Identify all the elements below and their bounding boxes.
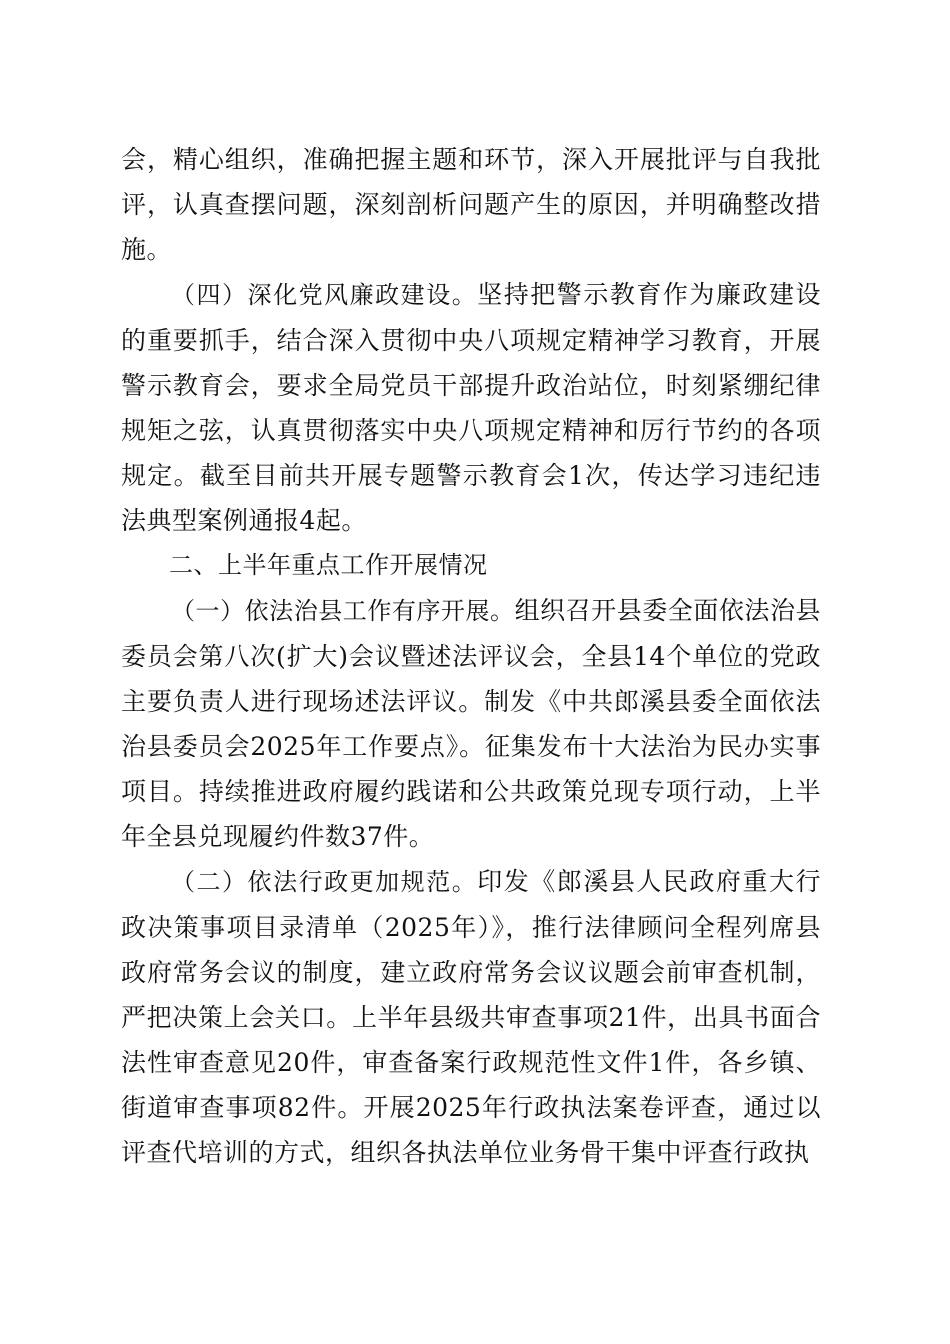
paragraph-continuation — [121, 137, 821, 272]
document-body — [121, 137, 821, 1175]
paragraph-text: 组织召开县委全面依法治县委员会第八次(扩大)会议暨述法评议会，全县14个单位的党政主要负责人进行现场述法评议。制发《中共郎溪县委全面依法治县委员会2025年工作要点》。征集发布十大法治为民办实事项目。持续推进政府履约践诺和公共政策兑现专项行动，上半年全县兑现履约件数37件。 — [121, 596, 821, 851]
paragraph-lead: （四）深化党风廉政建设。 — [171, 281, 478, 309]
paragraph-text: 坚持把警示教育作为廉政建设的重要抓手，结合深入贯彻中央八项规定精神学习教育，开展警示教育会，要求全局党员干部提升政治站位，时刻紧绷纪律规矩之弦，认真贯彻落实中央八项规定精神和厉行节约的各项规定。截至目前共开展专题警示教育会1次，传达学习违纪违法典型案例通报4起。 — [121, 280, 821, 535]
section-heading: 二、上半年重点工作开展情况 — [169, 551, 488, 579]
paragraph-lead: （一）依法治县工作有序开展。 — [171, 597, 515, 625]
paragraph-text: 会，精心组织，准确把握主题和环节，深入开展批评与自我批评，认真查摆问题，深刻剖析问题产生的原因，并明确整改措施。 — [121, 145, 821, 264]
paragraph-clean-governance — [121, 272, 821, 543]
paragraph-text: 印发《郎溪县人民政府重大行政决策事项目录清单（2025年）》，推行法律顾问全程列席县政府常务会议的制度，建立政府常务会议议题会前审查机制，严把决策上会关口。上半年县级共审查事项21件，出具书面合法性审查意见20件，审查备案行政规范性文件1件，各乡镇、街道审查事项82件。开展2025年行政执法案卷评查，通过以评查代培训的方式，组织各执法单位业务骨干集中评查行政执 — [121, 867, 821, 1167]
paragraph-rule-of-law — [121, 588, 821, 859]
paragraph-lead: （二）依法行政更加规范。 — [171, 868, 478, 896]
paragraph-administration — [121, 859, 821, 1175]
